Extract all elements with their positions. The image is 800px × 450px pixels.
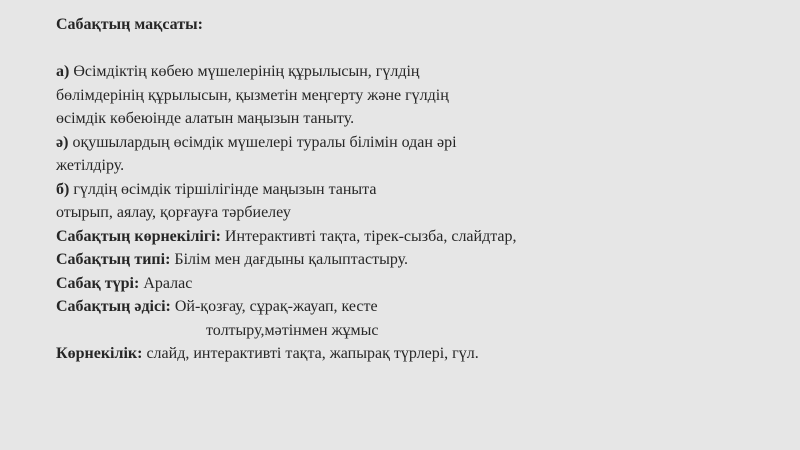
method-label: Сабақтың әдісі:	[56, 298, 171, 315]
method-value-2: толтыру,мәтінмен жұмыс	[206, 321, 379, 339]
visuals-value: слайд, интерактивті тақта, жапырақ түрлері, гүл.	[146, 345, 479, 362]
lesson-type-row	[56, 248, 776, 272]
goal-ae-line-2: жетілдіру.	[56, 157, 125, 174]
goal-a-line-2: бөлімдерінің құрылысын, қызметін меңгерту және гүлдің	[56, 86, 449, 104]
goal-heading: Сабақтың мақсаты:	[56, 16, 203, 33]
goal-ae-marker: ә)	[56, 133, 69, 151]
goal-a-marker: а)	[56, 63, 70, 80]
visuals-row	[56, 342, 776, 366]
goal-ae-text: оқушылардың өсімдік мүшелері туралы білімін одан әрі	[72, 133, 457, 151]
visual-aids-label: Сабақтың көрнекілігі:	[56, 227, 221, 245]
lesson-type-value: Білім мен дағдыны қалыптастыру.	[174, 251, 409, 268]
visual-aids-value: Интерактивті тақта, тірек-сызба, слайдтар,	[224, 227, 517, 245]
lesson-kind-label: Сабақ түрі:	[56, 274, 140, 292]
lesson-type-label: Сабақтың типі:	[56, 251, 171, 268]
spacer	[56, 37, 776, 61]
lesson-kind-row	[56, 272, 776, 296]
goal-a-line-3: өсімдік көбеюінде алатын маңызын таныту.	[56, 110, 355, 127]
method-value-1: Ой-қозғау, сұрақ-жауап, кесте	[174, 298, 378, 315]
goal-b-text: гүлдің өсімдік тіршілігінде маңызын таныта	[73, 180, 377, 198]
goal-b-line-2: отырып, аялау, қорғауға тәрбиелеу	[56, 204, 291, 221]
visuals-label: Көрнекілік:	[56, 345, 143, 362]
goal-b-line-1	[56, 178, 776, 202]
lesson-kind-value: Аралас	[143, 274, 193, 292]
goal-ae-line-1	[56, 131, 776, 155]
goal-a-text: Өсімдіктің көбею мүшелерінің құрылысын, гүлдің	[73, 63, 420, 80]
goal-a-line-1	[56, 60, 776, 84]
lesson-plan-text	[56, 13, 776, 366]
method-row	[56, 295, 776, 319]
visual-aids-row	[56, 225, 776, 249]
goal-b-marker: б)	[56, 180, 70, 198]
